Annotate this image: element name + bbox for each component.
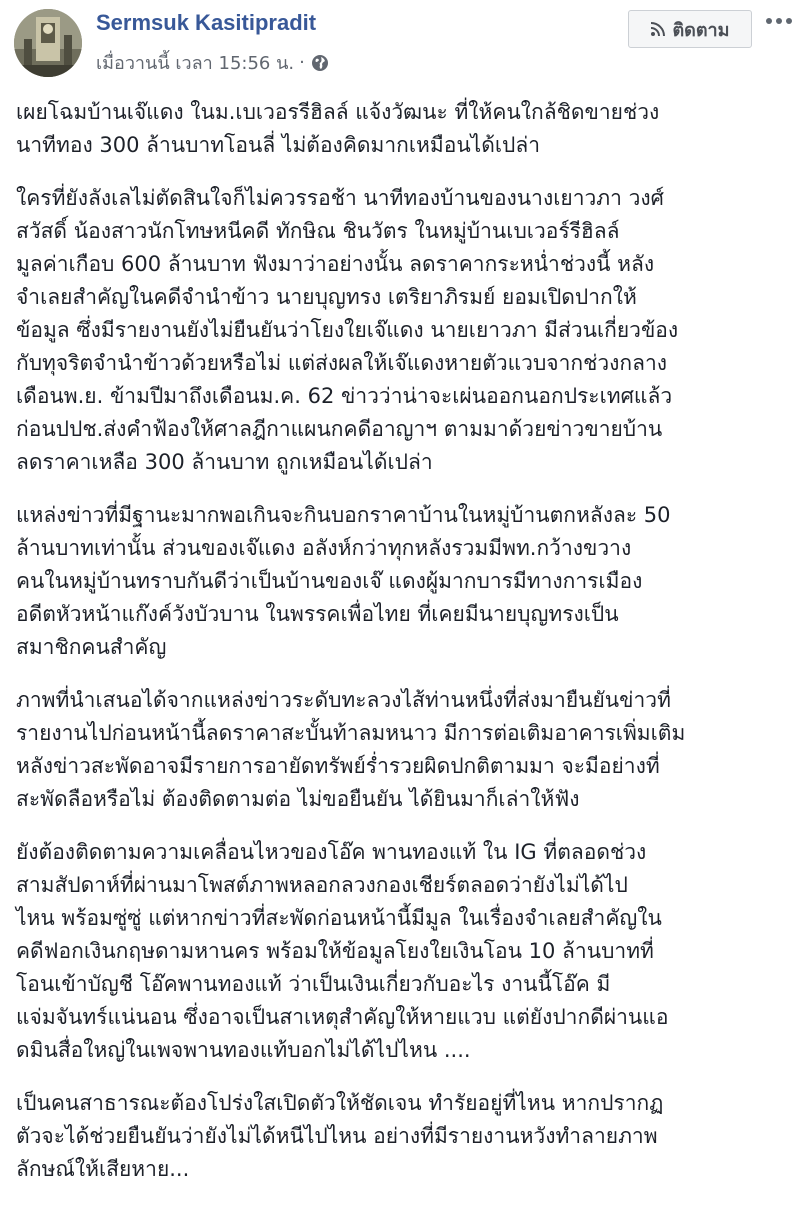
post-text-line: ภาพที่นำเสนอได้จากแหล่งข่าวระดับทะลวงไส้ท่านหนึ่งที่ส่งมายืนยันข่าวที่ <box>16 688 671 712</box>
post-paragraph <box>16 96 794 162</box>
rss-icon <box>650 21 666 37</box>
post-text-line: อดีตหัวหน้าแก๊งค์วังบัวบาน ในพรรคเพื่อไทย ที่เคยมีนายบุญทรงเป็น <box>16 602 619 626</box>
post-text-line: รายงานไปก่อนหน้านี้ลดราคาสะบั้นท้าลมหนาว มีการต่อเติมอาคารเพิ่มเติม <box>16 721 686 745</box>
post-text-line: ล้านบาทเท่านั้น ส่วนของเจ๊แดง อลังห์กว่าทุกหลังรวมมีพท.กว้างขวาง <box>16 536 632 560</box>
avatar-image <box>14 9 82 77</box>
follow-button[interactable] <box>628 10 752 48</box>
post-text-line: เป็นคนสาธารณะต้องโปร่งใสเปิดตัวให้ชัดเจน ทำรัยอยู่ที่ไหน หากปรากฏ <box>16 1091 664 1115</box>
post-text-line: ยังต้องติดตามความเคลื่อนไหวของโอ๊ค พานทองแท้ ใน IG ที่ตลอดช่วง <box>16 840 647 864</box>
avatar[interactable] <box>14 9 82 77</box>
post-paragraph <box>16 684 794 816</box>
post-timestamp[interactable]: เมื่อวานนี้ เวลา 15:56 น. <box>96 53 295 74</box>
post-text-line: โอนเข้าบัญชี โอ๊คพานทองแท้ ว่าเป็นเงินเกี่ยวกับอะไร งานนี้โอ๊ค มี <box>16 972 611 996</box>
post-text-line: แหล่งข่าวที่มีฐานะมากพอเกินจะกินบอกราคาบ้านในหมู่บ้านตกหลังละ 50 <box>16 503 671 527</box>
post-body <box>16 96 794 1186</box>
post-text-line: เผยโฉมบ้านเจ๊แดง ในม.เบเวอรรีฮิลล์ แจ้งวัฒนะ ที่ให้คนใกล้ชิดขายช่วง <box>16 100 660 124</box>
author-name[interactable]: Sermsuk Kasitipradit <box>96 10 317 35</box>
post-text-line: คดีฟอกเงินกฤษดามหานคร พร้อมให้ข้อมูลโยงใยเงินโอน 10 ล้านบาทที่ <box>16 939 654 963</box>
post-text-line: แจ่มจันทร์แน่นอน ซึ่งอาจเป็นสาเหตุสำคัญให้หายแวบ แต่ยังปากดีผ่านแอ <box>16 1005 669 1029</box>
post-text-line: ดมินสื่อใหญ่ในเพจพานทองแท้บอกไม่ได้ไปไหน .... <box>16 1038 471 1062</box>
post-header <box>0 0 800 80</box>
post-text-line: ลดราคาเหลือ 300 ล้านบาท ถูกเหมือนได้เปล่า <box>16 450 433 474</box>
post-text-line: ข้อมูล ซึ่งมีรายงานยังไม่ยืนยันว่าโยงใยเจ๊แดง นายเยาวภา มีส่วนเกี่ยวข้อง <box>16 318 679 342</box>
post-text-line: ไหน พร้อมซู่ซู่ แต่หากข่าวที่สะพัดก่อนหน้านี้มีมูล ในเรื่องจำเลยสำคัญใน <box>16 906 662 930</box>
post-text-line: สมาชิกคนสำคัญ <box>16 635 167 659</box>
follow-button-label: ติดตาม <box>672 19 730 41</box>
post-text-line: นาทีทอง 300 ล้านบาทโอนลี่ ไม่ต้องคิดมากเหมือนได้เปล่า <box>16 133 541 157</box>
post-paragraph <box>16 182 794 479</box>
meta-separator: · <box>299 52 305 73</box>
post-text-line: สามสัปดาห์ที่ผ่านมาโพสต์ภาพหลอกลวงกองเชียร์ตลอดว่ายังไม่ได้ไป <box>16 873 628 897</box>
post-paragraph <box>16 1087 794 1186</box>
post-text-line: ใครที่ยังลังเลไม่ตัดสินใจก็ไม่ควรรอช้า นาทีทองบ้านของนางเยาวภา วงศ์ <box>16 186 664 210</box>
post-text-line: หลังข่าวสะพัดอาจมีรายการอายัดทรัพย์ร่ำรวยผิดปกติตามมา จะมีอย่างที่ <box>16 754 660 778</box>
post-paragraph <box>16 836 794 1067</box>
post-text-line: มูลค่าเกือบ 600 ล้านบาท ฟังมาว่าอย่างนั้น ลดราคากระหน่ำช่วงนี้ หลัง <box>16 252 655 276</box>
more-dots-icon[interactable] <box>762 6 796 36</box>
post-text-line: จำเลยสำคัญในคดีจำนำข้าว นายบุญทรง เตริยาภิรมย์ ยอมเปิดปากให้ <box>16 285 637 309</box>
post-text-line: เดือนพ.ย. ข้ามปีมาถึงเดือนม.ค. 62 ข่าวว่าน่าจะเผ่นออกนอกประเทศแล้ว <box>16 384 673 408</box>
post-paragraph <box>16 499 794 664</box>
post-text-line: ตัวจะได้ช่วยยืนยันว่ายังไม่ได้หนีไปไหน อย่างที่มีรายงานหวังทำลายภาพ <box>16 1124 658 1148</box>
globe-icon[interactable] <box>311 54 329 72</box>
post-text-line: สะพัดลือหรือไม่ ต้องติดตามต่อ ไม่ขอยืนยัน ได้ยินมาก็เล่าให้ฟัง <box>16 787 580 811</box>
post-text-line: สวัสดิ์ น้องสาวนักโทษหนีคดี ทักษิณ ชินวัตร ในหมู่บ้านเบเวอร์รีฮิลล์ <box>16 219 620 243</box>
post-text-line: ก่อนปปช.ส่งคำฟ้องให้ศาลฎีกาแผนกคดีอาญาฯ ตามมาด้วยข่าวขายบ้าน <box>16 417 663 441</box>
post-text-line: ลักษณ์ให้เสียหาย... <box>16 1157 190 1181</box>
post-text-line: คนในหมู่บ้านทราบกันดีว่าเป็นบ้านของเจ๊ แดงผู้มากบารมีทางการเมือง <box>16 569 643 593</box>
post-text-line: กับทุจริตจำนำข้าวด้วยหรือไม่ แต่ส่งผลให้เจ๊แดงหายตัวแวบจากช่วงกลาง <box>16 351 668 375</box>
post-meta <box>96 48 329 77</box>
